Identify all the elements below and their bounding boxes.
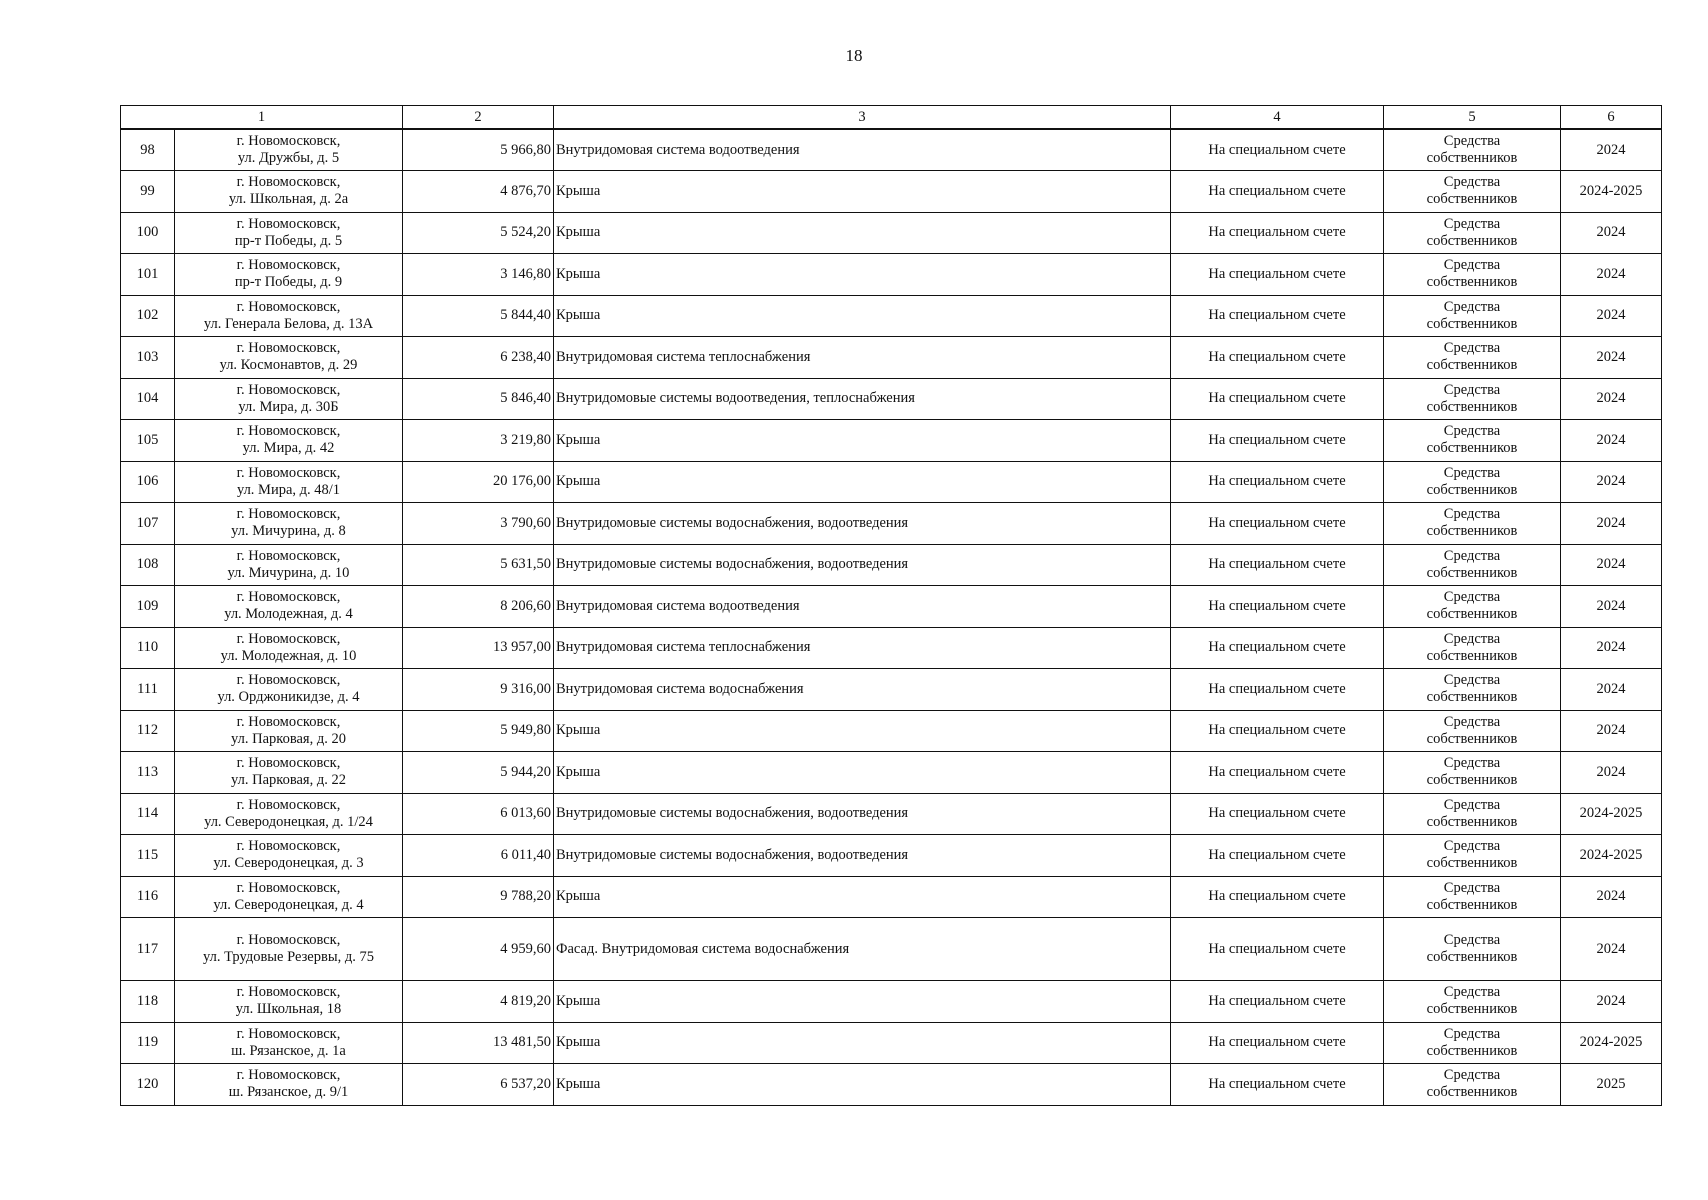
address-street: ул. Северодонецкая, д. 4	[213, 896, 364, 913]
area-cell: 5 966,80	[403, 129, 554, 171]
funding-source-cell	[1384, 171, 1561, 213]
funding-source-line1: Средства	[1443, 589, 1501, 606]
funding-source-line2: собственников	[1426, 357, 1518, 374]
address-city: г. Новомосковск,	[236, 174, 341, 191]
address-city: г. Новомосковск,	[236, 133, 341, 149]
row-number: 98	[121, 129, 175, 171]
address-cell	[175, 254, 403, 296]
address-cell	[175, 918, 403, 981]
funding-source-line1: Средства	[1443, 423, 1501, 440]
account-cell: На специальном счете	[1171, 212, 1384, 254]
funding-source-cell	[1384, 793, 1561, 835]
year-cell: 2024	[1561, 918, 1662, 981]
work-type-cell: Крыша	[554, 981, 1171, 1023]
address-cell	[175, 876, 403, 918]
work-type-cell: Внутридомовые системы водоснабжения, водоотведения	[554, 503, 1171, 545]
funding-source-line1: Средства	[1443, 1025, 1501, 1042]
work-type-cell: Внутридомовая система водоснабжения	[554, 669, 1171, 711]
account-cell: На специальном счете	[1171, 876, 1384, 918]
address-cell	[175, 752, 403, 794]
funding-source-cell	[1384, 503, 1561, 545]
row-number: 114	[121, 793, 175, 835]
funding-source-cell	[1384, 669, 1561, 711]
area-cell: 9 788,20	[403, 876, 554, 918]
address-cell	[175, 1022, 403, 1064]
funding-source-line1: Средства	[1443, 630, 1501, 647]
area-cell: 5 944,20	[403, 752, 554, 794]
address-city: г. Новомосковск,	[236, 879, 341, 896]
column-header-2: 2	[403, 106, 554, 130]
row-number: 115	[121, 835, 175, 877]
funding-source-line2: собственников	[1426, 315, 1518, 332]
address-street: ул. Мира, д. 30Б	[238, 398, 339, 415]
year-cell: 2024	[1561, 669, 1662, 711]
funding-source-line2: собственников	[1426, 949, 1518, 965]
address-city: г. Новомосковск,	[236, 932, 341, 948]
table-row	[121, 503, 1662, 545]
work-type-cell: Внутридомовые системы водоснабжения, водоотведения	[554, 793, 1171, 835]
work-type-cell: Крыша	[554, 461, 1171, 503]
funding-source-line1: Средства	[1443, 755, 1501, 772]
column-header-5: 5	[1384, 106, 1561, 130]
funding-source-line2: собственников	[1426, 689, 1518, 706]
address-cell	[175, 378, 403, 420]
row-number: 118	[121, 981, 175, 1023]
row-number: 119	[121, 1022, 175, 1064]
address-city: г. Новомосковск,	[236, 838, 341, 855]
row-number: 111	[121, 669, 175, 711]
address-city: г. Новомосковск,	[236, 589, 341, 606]
funding-source-line2: собственников	[1426, 772, 1518, 789]
work-type-cell: Крыша	[554, 171, 1171, 213]
address-street: ул. Генерала Белова, д. 13А	[203, 315, 374, 332]
year-cell: 2024	[1561, 212, 1662, 254]
area-cell: 6 013,60	[403, 793, 554, 835]
funding-source-line1: Средства	[1443, 1067, 1501, 1084]
funding-source-line2: собственников	[1426, 564, 1518, 581]
funding-source-cell	[1384, 586, 1561, 628]
row-number: 103	[121, 337, 175, 379]
row-number: 107	[121, 503, 175, 545]
area-cell: 5 949,80	[403, 710, 554, 752]
funding-source-line2: собственников	[1426, 150, 1518, 166]
funding-source-line1: Средства	[1443, 506, 1501, 523]
funding-source-line2: собственников	[1426, 1042, 1518, 1059]
funding-source-cell	[1384, 710, 1561, 752]
address-cell	[175, 337, 403, 379]
table-row	[121, 835, 1662, 877]
table-row	[121, 171, 1662, 213]
funding-source-line1: Средства	[1443, 381, 1501, 398]
account-cell: На специальном счете	[1171, 503, 1384, 545]
address-street: ул. Школьная, д. 2а	[228, 191, 349, 208]
address-cell	[175, 295, 403, 337]
year-cell: 2024	[1561, 627, 1662, 669]
work-type-cell: Крыша	[554, 420, 1171, 462]
funding-source-cell	[1384, 254, 1561, 296]
account-cell: На специальном счете	[1171, 420, 1384, 462]
funding-source-cell	[1384, 295, 1561, 337]
year-cell: 2024	[1561, 129, 1662, 171]
table-row	[121, 337, 1662, 379]
year-cell: 2024-2025	[1561, 835, 1662, 877]
funding-source-line2: собственников	[1426, 647, 1518, 664]
funding-source-cell	[1384, 337, 1561, 379]
address-city: г. Новомосковск,	[236, 340, 341, 357]
area-cell: 20 176,00	[403, 461, 554, 503]
account-cell: На специальном счете	[1171, 171, 1384, 213]
area-cell: 5 846,40	[403, 378, 554, 420]
address-city: г. Новомосковск,	[236, 755, 341, 772]
work-type-cell: Крыша	[554, 212, 1171, 254]
table-row	[121, 1064, 1662, 1106]
account-cell: На специальном счете	[1171, 710, 1384, 752]
funding-source-line1: Средства	[1443, 464, 1501, 481]
address-city: г. Новомосковск,	[236, 547, 341, 564]
table-row	[121, 295, 1662, 337]
funding-source-line2: собственников	[1426, 481, 1518, 498]
address-street: ул. Парковая, д. 22	[231, 772, 346, 789]
area-cell: 3 219,80	[403, 420, 554, 462]
address-cell	[175, 627, 403, 669]
funding-source-line1: Средства	[1443, 879, 1501, 896]
row-number: 109	[121, 586, 175, 628]
funding-source-line2: собственников	[1426, 730, 1518, 747]
address-street: ул. Школьная, 18	[235, 1001, 342, 1018]
address-city: г. Новомосковск,	[236, 298, 341, 315]
address-city: г. Новомосковск,	[236, 215, 341, 232]
area-cell: 5 844,40	[403, 295, 554, 337]
funding-source-line2: собственников	[1426, 398, 1518, 415]
funding-source-line2: собственников	[1426, 606, 1518, 623]
work-type-cell: Крыша	[554, 752, 1171, 794]
row-number: 100	[121, 212, 175, 254]
row-number: 108	[121, 544, 175, 586]
area-cell: 6 238,40	[403, 337, 554, 379]
funding-source-cell	[1384, 835, 1561, 877]
year-cell: 2024	[1561, 876, 1662, 918]
account-cell: На специальном счете	[1171, 981, 1384, 1023]
funding-source-line2: собственников	[1426, 896, 1518, 913]
account-cell: На специальном счете	[1171, 461, 1384, 503]
area-cell: 5 524,20	[403, 212, 554, 254]
area-cell: 3 790,60	[403, 503, 554, 545]
funding-source-line2: собственников	[1426, 855, 1518, 872]
address-cell	[175, 212, 403, 254]
funding-source-cell	[1384, 129, 1561, 171]
table-body	[121, 129, 1662, 1105]
address-cell	[175, 1064, 403, 1106]
funding-source-line1: Средства	[1443, 174, 1501, 191]
row-number: 101	[121, 254, 175, 296]
table-row	[121, 793, 1662, 835]
funding-source-line2: собственников	[1426, 523, 1518, 540]
year-cell: 2024-2025	[1561, 171, 1662, 213]
address-city: г. Новомосковск,	[236, 257, 341, 274]
work-type-cell: Внутридомовая система теплоснабжения	[554, 627, 1171, 669]
account-cell: На специальном счете	[1171, 1022, 1384, 1064]
year-cell: 2024	[1561, 752, 1662, 794]
address-cell	[175, 710, 403, 752]
address-street: ул. Космонавтов, д. 29	[219, 357, 358, 374]
column-header-3: 3	[554, 106, 1171, 130]
year-cell: 2024	[1561, 544, 1662, 586]
address-cell	[175, 981, 403, 1023]
address-street: ул. Молодежная, д. 10	[220, 647, 357, 664]
funding-source-cell	[1384, 918, 1561, 981]
year-cell: 2024	[1561, 295, 1662, 337]
area-cell: 3 146,80	[403, 254, 554, 296]
area-cell: 6 537,20	[403, 1064, 554, 1106]
address-street: ул. Мичурина, д. 10	[227, 564, 350, 581]
funding-source-line1: Средства	[1443, 257, 1501, 274]
funding-source-line2: собственников	[1426, 274, 1518, 291]
work-type-cell: Крыша	[554, 1022, 1171, 1064]
funding-source-line1: Средства	[1443, 984, 1501, 1001]
address-street: ул. Парковая, д. 20	[231, 730, 346, 747]
work-type-cell: Крыша	[554, 710, 1171, 752]
work-type-cell: Внутридомовая система водоотведения	[554, 129, 1171, 171]
area-cell: 4 959,60	[403, 918, 554, 981]
account-cell: На специальном счете	[1171, 627, 1384, 669]
year-cell: 2024	[1561, 254, 1662, 296]
funding-source-line1: Средства	[1443, 340, 1501, 357]
column-header-4: 4	[1171, 106, 1384, 130]
address-cell	[175, 461, 403, 503]
address-cell	[175, 793, 403, 835]
funding-source-line2: собственников	[1426, 440, 1518, 457]
account-cell: На специальном счете	[1171, 835, 1384, 877]
row-number: 102	[121, 295, 175, 337]
account-cell: На специальном счете	[1171, 378, 1384, 420]
row-number: 99	[121, 171, 175, 213]
account-cell: На специальном счете	[1171, 669, 1384, 711]
table-row	[121, 981, 1662, 1023]
year-cell: 2024-2025	[1561, 1022, 1662, 1064]
table-row	[121, 627, 1662, 669]
funding-source-cell	[1384, 1022, 1561, 1064]
address-city: г. Новомосковск,	[236, 1067, 341, 1084]
table-row	[121, 669, 1662, 711]
year-cell: 2024	[1561, 710, 1662, 752]
funding-source-line2: собственников	[1426, 813, 1518, 830]
funding-source-line1: Средства	[1443, 547, 1501, 564]
area-cell: 9 316,00	[403, 669, 554, 711]
funding-source-cell	[1384, 981, 1561, 1023]
year-cell: 2024	[1561, 981, 1662, 1023]
address-street: ул. Мира, д. 48/1	[236, 481, 341, 498]
address-street: ул. Молодежная, д. 4	[224, 606, 353, 623]
funding-source-cell	[1384, 461, 1561, 503]
work-type-cell: Крыша	[554, 295, 1171, 337]
area-cell: 5 631,50	[403, 544, 554, 586]
year-cell: 2024	[1561, 586, 1662, 628]
address-street: ул. Мира, д. 42	[242, 440, 335, 457]
address-city: г. Новомосковск,	[236, 423, 341, 440]
row-number: 106	[121, 461, 175, 503]
table-row	[121, 918, 1662, 981]
year-cell: 2024	[1561, 503, 1662, 545]
table-row	[121, 129, 1662, 171]
funding-source-cell	[1384, 378, 1561, 420]
row-number: 117	[121, 918, 175, 981]
account-cell: На специальном счете	[1171, 544, 1384, 586]
row-number: 116	[121, 876, 175, 918]
funding-source-cell	[1384, 627, 1561, 669]
year-cell: 2024	[1561, 420, 1662, 462]
funding-source-line1: Средства	[1443, 713, 1501, 730]
funding-source-cell	[1384, 1064, 1561, 1106]
year-cell: 2024	[1561, 461, 1662, 503]
table-row	[121, 876, 1662, 918]
area-cell: 6 011,40	[403, 835, 554, 877]
work-type-cell: Крыша	[554, 1064, 1171, 1106]
account-cell: На специальном счете	[1171, 337, 1384, 379]
work-type-cell: Внутридомовые системы водоотведения, теплоснабжения	[554, 378, 1171, 420]
table-row	[121, 378, 1662, 420]
funding-source-line1: Средства	[1443, 796, 1501, 813]
work-type-cell: Внутридомовая система теплоснабжения	[554, 337, 1171, 379]
address-street: ул. Дружбы, д. 5	[237, 150, 340, 166]
address-city: г. Новомосковск,	[236, 630, 341, 647]
area-cell: 13 481,50	[403, 1022, 554, 1064]
row-number: 112	[121, 710, 175, 752]
year-cell: 2024	[1561, 337, 1662, 379]
table-row	[121, 212, 1662, 254]
year-cell: 2025	[1561, 1064, 1662, 1106]
page-number: 18	[845, 46, 863, 65]
address-street: ул. Мичурина, д. 8	[231, 523, 346, 540]
row-number: 110	[121, 627, 175, 669]
address-cell	[175, 669, 403, 711]
funding-source-line2: собственников	[1426, 1084, 1518, 1101]
work-type-cell: Крыша	[554, 254, 1171, 296]
area-cell: 4 876,70	[403, 171, 554, 213]
address-street: пр-т Победы, д. 9	[234, 274, 343, 291]
table-row	[121, 752, 1662, 794]
column-header-6: 6	[1561, 106, 1662, 130]
address-street: ул. Северодонецкая, д. 1/24	[204, 813, 373, 830]
year-cell: 2024	[1561, 378, 1662, 420]
funding-source-line1: Средства	[1443, 215, 1501, 232]
address-cell	[175, 171, 403, 213]
account-cell: На специальном счете	[1171, 918, 1384, 981]
table-row	[121, 710, 1662, 752]
work-type-cell: Внутридомовая система водоотведения	[554, 586, 1171, 628]
address-cell	[175, 503, 403, 545]
address-cell	[175, 420, 403, 462]
address-cell	[175, 586, 403, 628]
account-cell: На специальном счете	[1171, 1064, 1384, 1106]
work-type-cell: Фасад. Внутридомовая система водоснабжения	[554, 918, 1171, 981]
funding-source-cell	[1384, 212, 1561, 254]
address-city: г. Новомосковск,	[236, 796, 341, 813]
work-type-cell: Крыша	[554, 876, 1171, 918]
address-city: г. Новомосковск,	[236, 506, 341, 523]
area-cell: 8 206,60	[403, 586, 554, 628]
funding-source-cell	[1384, 544, 1561, 586]
row-number: 104	[121, 378, 175, 420]
table-row	[121, 1022, 1662, 1064]
funding-source-line1: Средства	[1443, 133, 1501, 149]
account-cell: На специальном счете	[1171, 793, 1384, 835]
address-city: г. Новомосковск,	[236, 464, 341, 481]
address-city: г. Новомосковск,	[236, 713, 341, 730]
funding-source-cell	[1384, 876, 1561, 918]
table-row	[121, 544, 1662, 586]
funding-source-line2: собственников	[1426, 1001, 1518, 1018]
address-street: ул. Орджоникидзе, д. 4	[217, 689, 360, 706]
area-cell: 4 819,20	[403, 981, 554, 1023]
work-type-cell: Внутридомовые системы водоснабжения, водоотведения	[554, 835, 1171, 877]
houses-table	[120, 105, 1662, 1106]
row-number: 113	[121, 752, 175, 794]
address-street: ш. Рязанское, д. 9/1	[228, 1084, 349, 1101]
column-header-1: 1	[121, 106, 403, 130]
address-cell	[175, 544, 403, 586]
account-cell: На специальном счете	[1171, 295, 1384, 337]
year-cell: 2024-2025	[1561, 793, 1662, 835]
address-street: ул. Северодонецкая, д. 3	[213, 855, 364, 872]
funding-source-line1: Средства	[1443, 932, 1501, 948]
address-street: ул. Трудовые Резервы, д. 75	[203, 949, 374, 965]
address-cell	[175, 835, 403, 877]
funding-source-cell	[1384, 752, 1561, 794]
area-cell: 13 957,00	[403, 627, 554, 669]
table-row	[121, 420, 1662, 462]
address-city: г. Новомосковск,	[236, 984, 341, 1001]
address-cell	[175, 129, 403, 171]
funding-source-line1: Средства	[1443, 838, 1501, 855]
address-city: г. Новомосковск,	[236, 672, 341, 689]
funding-source-line1: Средства	[1443, 298, 1501, 315]
table-row	[121, 254, 1662, 296]
address-street: ш. Рязанское, д. 1а	[231, 1042, 346, 1059]
funding-source-line1: Средства	[1443, 672, 1501, 689]
header-row	[121, 106, 1662, 130]
account-cell: На специальном счете	[1171, 254, 1384, 296]
account-cell: На специальном счете	[1171, 129, 1384, 171]
funding-source-line2: собственников	[1426, 191, 1518, 208]
address-street: пр-т Победы, д. 5	[234, 232, 343, 249]
account-cell: На специальном счете	[1171, 586, 1384, 628]
table-row	[121, 586, 1662, 628]
work-type-cell: Внутридомовые системы водоснабжения, водоотведения	[554, 544, 1171, 586]
funding-source-line2: собственников	[1426, 232, 1518, 249]
address-city: г. Новомосковск,	[236, 381, 341, 398]
table-row	[121, 461, 1662, 503]
account-cell: На специальном счете	[1171, 752, 1384, 794]
funding-source-cell	[1384, 420, 1561, 462]
row-number: 120	[121, 1064, 175, 1106]
row-number: 105	[121, 420, 175, 462]
address-city: г. Новомосковск,	[236, 1025, 341, 1042]
